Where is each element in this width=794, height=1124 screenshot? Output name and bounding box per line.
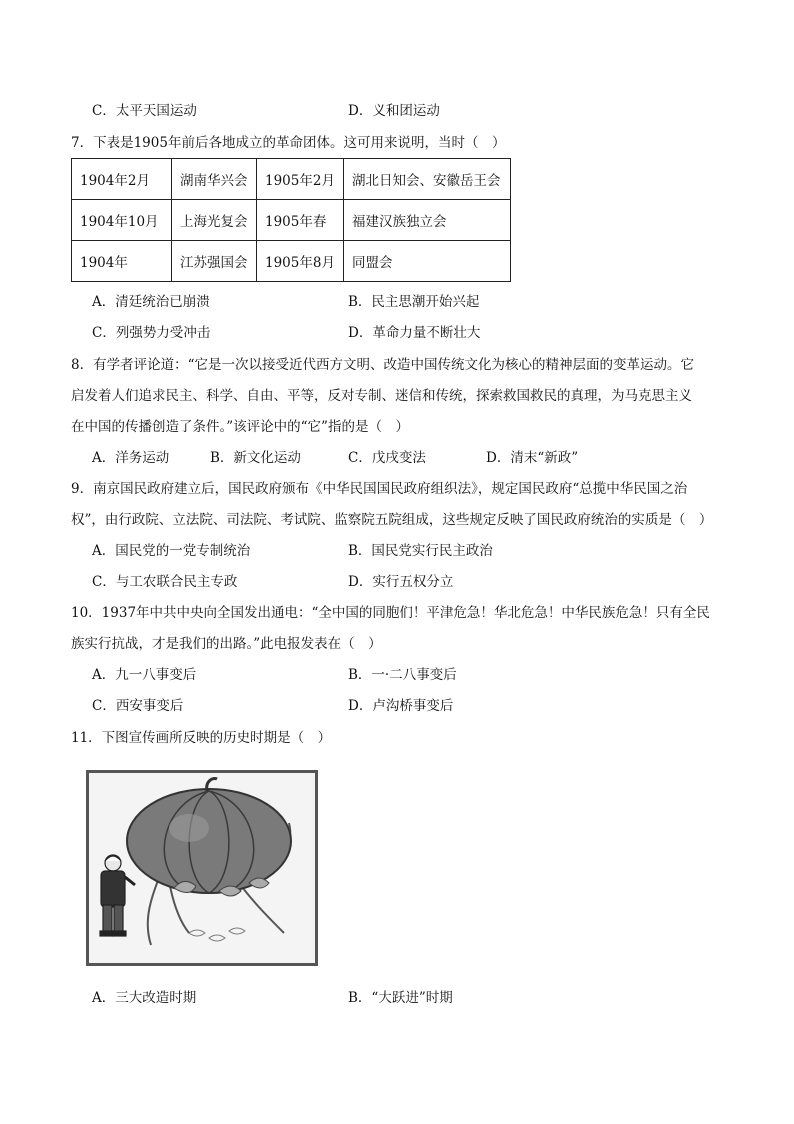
q9-option-d: D．实行五权分立 (348, 574, 454, 590)
q8-option-b: B．新文化运动 (210, 450, 301, 466)
q7-option-d: D．革命力量不断壮大 (348, 325, 481, 341)
q7-stem: 7．下表是1905年前后各地成立的革命团体。这可用来说明，当时（ ） (71, 135, 506, 151)
q7-table (71, 158, 511, 282)
table-row (72, 159, 511, 200)
q11-stem: 11．下图宣传画所反映的历史时期是（ ） (71, 730, 332, 746)
q10-stem-line-2: 族实行抗战，才是我们的出路。”此电报发表在（ ） (71, 636, 382, 652)
table-cell: 1904年 (72, 241, 172, 282)
q10-option-d: D．卢沟桥事变后 (348, 698, 454, 714)
q7-option-a: A．清廷统治已崩溃 (92, 294, 210, 310)
q10-option-a: A．九一八事变后 (92, 667, 197, 683)
table-cell: 湖南华兴会 (172, 159, 257, 200)
table-cell: 湖北日知会、安徽岳王会 (343, 159, 510, 200)
q8-stem-line-3: 在中国的传播创造了条件。”该评论中的“它”指的是（ ） (71, 419, 409, 435)
q11-option-a: A．三大改造时期 (92, 990, 197, 1006)
q9-option-c: C．与工农联合民主专政 (92, 574, 238, 590)
q8-stem-line-2: 启发着人们追求民主、科学、自由、平等，反对专制、迷信和传统，探索救国救民的真理，为马克思主义 (71, 388, 692, 404)
table-cell: 1905年春 (257, 200, 344, 241)
q8-option-d: D．清末“新政” (486, 450, 579, 466)
q9-option-b: B．国民党实行民主政治 (348, 543, 493, 559)
q8-option-c: C．戊戌变法 (348, 450, 426, 466)
table-cell: 江苏强国会 (172, 241, 257, 282)
q10-option-c: C．西安事变后 (92, 698, 184, 714)
q9-stem-line-2: 权”，由行政院、立法院、司法院、考试院、监察院五院组成，这些规定反映了国民政府统治的实质是（ ） (71, 512, 713, 528)
table-cell: 同盟会 (343, 241, 510, 282)
q8-option-a: A．洋务运动 (92, 450, 170, 466)
table-row (72, 200, 511, 241)
q8-stem-line-1: 8．有学者评论道：“它是一次以接受近代西方文明、改造中国传统文化为核心的精神层面的变革运动。它 (71, 357, 694, 373)
q10-stem-line-1: 10．1937年中共中央向全国发出通电：“全中国的同胞们！平津危急！华北危急！中华民族危急！只有全民 (71, 605, 710, 621)
q6-option-c: C．太平天国运动 (92, 103, 197, 119)
q11-option-b: B．“大跃进”时期 (348, 990, 453, 1006)
table-cell: 1905年2月 (257, 159, 344, 200)
q9-stem-line-1: 9．南京国民政府建立后，国民政府颁布《中华民国国民政府组织法》，规定国民政府“总揽中华民国之治 (71, 481, 688, 497)
q7-option-b: B．民主思潮开始兴起 (348, 294, 480, 310)
giant-pumpkin-illustration (89, 773, 315, 963)
table-row (72, 241, 511, 282)
table-cell: 上海光复会 (172, 200, 257, 241)
q10-option-b: B．一·二八事变后 (348, 667, 457, 683)
table-cell: 1904年2月 (72, 159, 172, 200)
table-cell: 福建汉族独立会 (343, 200, 510, 241)
table-cell: 1905年8月 (257, 241, 344, 282)
q9-option-a: A．国民党的一党专制统治 (92, 543, 251, 559)
q7-option-c: C．列强势力受冲击 (92, 325, 211, 341)
table-cell: 1904年10月 (72, 200, 172, 241)
propaganda-picture (86, 770, 318, 966)
q6-option-d: D．义和团运动 (348, 103, 440, 119)
